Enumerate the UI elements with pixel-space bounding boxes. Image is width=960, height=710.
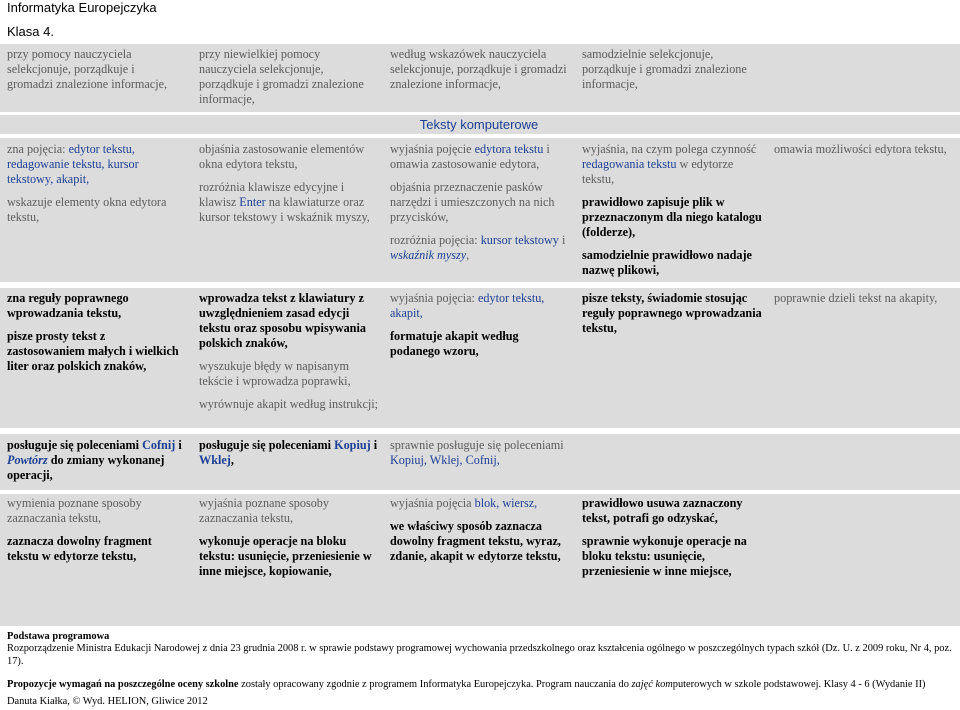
row2-col1-b: pisze prosty tekst z zastosowaniem małych i wielkich liter oraz polskich znaków,	[7, 329, 179, 373]
section-title: Teksty komputerowe	[419, 117, 539, 132]
row1-col5: omawia możliwości edytora tekstu,	[774, 142, 947, 156]
footer-heading-text: Podstawa programowa	[7, 631, 110, 642]
row3-col1	[7, 438, 185, 491]
row4-col4	[582, 496, 762, 587]
row1-col3-c-pre: rozróżnia pojęcia:	[390, 233, 481, 247]
row1-col3-a-post: i omawia zastosowanie edytora,	[390, 142, 550, 171]
row3-col3-pre: sprawnie posługuje się poleceniami	[390, 438, 564, 452]
row2-col2-b: wyszukuje błędy w napisanym tekście i wprowadza poprawki,	[199, 359, 351, 388]
row1-col3-c-term1: kursor tekstowy	[480, 233, 559, 247]
row4-col1-b: zaznacza dowolny fragment tekstu w edytorze tekstu,	[7, 534, 152, 563]
footer-regulation: Rozporządzenie Ministra Edukacji Narodowej z dnia 23 grudnia 2008 r. w sprawie podstawy programowej wychowania przedszkolnego oraz kształcenia ogólnego w poszczególnych typach szkół (Dz. U. z 2009 roku, Nr 4, poz. 17).	[7, 643, 952, 667]
row2-col4	[582, 291, 762, 344]
row3-col2-t2: Wklej	[199, 453, 231, 467]
row1-col4-a-pre: wyjaśnia, na czym polega czynność	[582, 142, 757, 156]
row2-col1	[7, 291, 185, 382]
row3-col1-t2: Powtórz	[7, 453, 48, 467]
row3-col2-mid: i	[370, 438, 378, 452]
row1-col2-a: objaśnia zastosowanie elementów okna edytora tekstu,	[199, 142, 365, 171]
footer-program-bold: Propozycje wymagań na poszczególne oceny szkolne	[7, 679, 239, 690]
row3-col2-t1: Kopiuj	[334, 438, 371, 452]
row3-col3	[390, 438, 570, 476]
row0-col1: przy pomocy nauczyciela selekcjonuje, porządkuje i gromadzi znalezione informacje,	[7, 47, 168, 91]
row1-col1	[7, 142, 185, 233]
row2-col4-a: pisze teksty, świadomie stosując reguły poprawnego wprowadzania tekstu,	[582, 291, 762, 335]
row1-col4	[582, 142, 762, 286]
footer-heading	[7, 631, 952, 644]
row4-col4-a: prawidłowo usuwa zaznaczony tekst, potrafi go odzyskać,	[582, 496, 743, 525]
row2-col2-c: wyrównuje akapit według instrukcji;	[199, 397, 379, 411]
row1-col4-c: samodzielnie prawidłowo nadaje nazwę plikowi,	[582, 248, 752, 277]
row1-col1-b: wskazuje elementy okna edytora tekstu,	[7, 195, 167, 224]
row2-col2	[199, 291, 379, 420]
row1-col2-b-post: na klawiaturze oraz kursor tekstowy i wskaźnik myszy,	[199, 195, 370, 224]
row4-col3	[390, 496, 570, 572]
footer-program-italic: zajęć kom	[631, 679, 673, 690]
row0-col4: samodzielnie selekcjonuje, porządkuje i gromadzi znalezione informacje,	[582, 47, 747, 91]
row3-col3-terms: Kopiuj, Wklej, Cofnij,	[390, 453, 500, 467]
row1-col3-c-mid: i	[558, 233, 566, 247]
footer-program-rest: zostały opracowany zgodnie z programem Informatyka Europejczyka. Program nauczania do	[238, 679, 632, 690]
row2-col3-b: formatuje akapit według podanego wzoru,	[390, 329, 519, 358]
row1-col3-a-pre: wyjaśnia pojęcie	[390, 142, 475, 156]
footer-author: Danuta Kiałka, © Wyd. HELION, Gliwice 2012	[7, 696, 208, 707]
row4-col1	[7, 496, 185, 572]
row1-col4-b: prawidłowo zapisuje plik w przeznaczonym dla niego katalogu (folderze),	[582, 195, 762, 239]
class-label: Klasa 4.	[7, 24, 54, 39]
row1-col3-c-term2: wskaźnik myszy	[390, 248, 467, 262]
row1-col3	[390, 142, 570, 271]
row2-col3-a-pre: wyjaśnia pojęcia:	[390, 291, 478, 305]
row3-col2-pre: posługuje się poleceniami	[199, 438, 335, 452]
footer-program	[7, 679, 952, 692]
row0-col3: według wskazówek nauczyciela selekcjonuje, porządkuje i gromadzi znalezione informacje,	[390, 47, 567, 91]
row1-col2	[199, 142, 377, 233]
row4-col2	[199, 496, 379, 587]
row4-col2-a: wyjaśnia poznane sposoby zaznaczania tekstu,	[199, 496, 329, 525]
row3-col1-mid: i	[175, 438, 182, 452]
row3-col2-post: ,	[230, 453, 234, 467]
row4-col3-a-pre: wyjaśnia pojęcia	[390, 496, 475, 510]
row3-col2	[199, 438, 379, 476]
row4-col3-a-terms: blok, wiersz,	[474, 496, 538, 510]
row4-col3-b: we właściwy sposób zaznacza dowolny fragment tekstu, wyraz, zdanie, akapit w edytorze tekstu,	[390, 519, 561, 563]
row4-col2-b: wykonuje operacje na bloku tekstu: usunięcie, przeniesienie w inne miejsce, kopiowanie,	[199, 534, 372, 578]
document-title: Informatyka Europejczyka	[7, 0, 157, 15]
row1-col4-a-post: w edytorze tekstu,	[582, 157, 734, 186]
row1-col3-a-term: edytora tekstu	[474, 142, 544, 156]
row1-col2-b-pre: rozróżnia klawisze edycyjne i klawisz	[199, 180, 345, 209]
row1-col1-pre: zna pojęcia:	[7, 142, 69, 156]
row2-col1-a: zna reguły poprawnego wprowadzania tekstu,	[7, 291, 129, 320]
row1-col3-c-post: ,	[466, 248, 470, 262]
row1-col1-terms: edytor tekstu, redagowanie tekstu, kursor tekstowy, akapit,	[7, 142, 139, 186]
footer-program-end: puterowych w szkole podstawowej. Klasy 4 - 6 (Wydanie II)	[672, 679, 926, 690]
row3-col1-t1: Cofnij	[142, 438, 176, 452]
row1-col3-b: objaśnia przeznaczenie pasków narzędzi i umieszczonych na nich przycisków,	[390, 180, 555, 224]
row0-col2: przy niewielkiej pomocy nauczyciela selekcjonuje, porządkuje i gromadzi znalezione informacje,	[199, 47, 364, 106]
row4-col4-b: sprawnie wykonuje operacje na bloku tekstu: usunięcie, przeniesienie w inne miejsce,	[582, 534, 747, 578]
row2-col5: poprawnie dzieli tekst na akapity,	[774, 291, 938, 305]
row2-col3-a-terms: edytor tekstu, akapit,	[390, 291, 545, 320]
row1-col4-a-term: redagowania tekstu	[582, 157, 677, 171]
row3-col1-post: do zmiany wykonanej operacji,	[7, 453, 165, 482]
row2-col2-a: wprowadza tekst z klawiatury z uwzględnieniem zasad edycji tekstu oraz sposobu wpisywania polskich znaków,	[199, 291, 366, 350]
row3-col1-pre: posługuje się poleceniami	[7, 438, 143, 452]
row1-col2-b-term: Enter	[239, 195, 266, 209]
row4-col1-a: wymienia poznane sposoby zaznaczania tekstu,	[7, 496, 142, 525]
row2-col3	[390, 291, 570, 367]
